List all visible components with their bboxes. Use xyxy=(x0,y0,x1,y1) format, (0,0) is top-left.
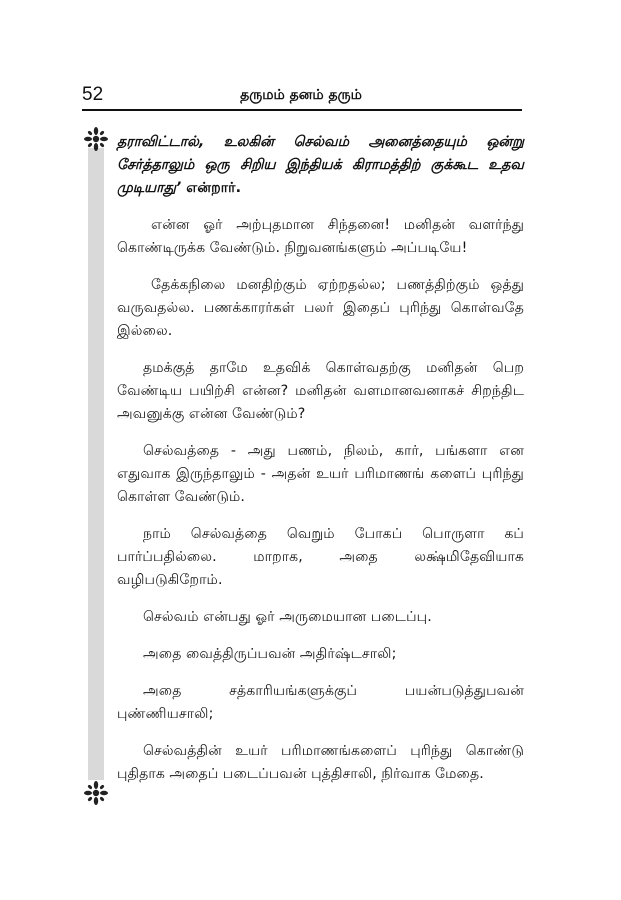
paragraph: செல்வத்தின் உயர் பரிமாணங்களைப் புரிந்து கொண்டு புதிதாக அதைப் படைப்பவன் புத்திசாலி, நிர்வாக மேதை. xyxy=(117,743,524,782)
paragraph: செல்வத்தை - அது பணம், நிலம், கார், பங்களா என எதுவாக இருந்தாலும் - அதன் உயர் பரிமாணங் களைப் புரிந்து கொள்ள வேண்டும். xyxy=(117,443,524,505)
paragraph: தமக்குத் தாமே உதவிக் கொள்வதற்கு மனிதன் பெற வேண்டிய பயிற்சி என்ன? மனிதன் வளமானவனாகச் சிறந்திட அவனுக்கு என்ன வேண்டும்? xyxy=(117,360,524,422)
running-title: தருமம் தனம் தரும் xyxy=(240,87,362,103)
quote-attribution: என்றார். xyxy=(181,180,241,196)
paragraph: தேக்கநிலை மனதிற்கும் ஏற்றதல்ல; பணத்திற்கும் ஒத்து வருவதல்ல. பணக்காரர்கள் பலர் இதைப் புரிந்து கொள்வதே இல்லை. xyxy=(117,277,524,339)
page-header xyxy=(82,84,520,110)
floral-ornament-icon xyxy=(82,780,110,806)
header-rule xyxy=(82,109,522,111)
paragraph: அதை சத்காரியங்களுக்குப் பயன்படுத்துபவன் புண்ணியசாலி; xyxy=(117,683,524,722)
page-number: 52 xyxy=(82,84,104,105)
quote-emphasis: தராவிட்டால், உலகின் செல்வம் அனைத்தையும் ஒன்று சேர்த்தாலும் ஒரு சிறிய இந்தியக் கிராமத்திற் குக்கூட உதவ முடியாது’ xyxy=(117,134,524,196)
paragraph: அதை வைத்திருப்பவன் அதிர்ஷ்டசாலி; xyxy=(143,646,397,662)
paragraph-quote-end xyxy=(117,131,524,200)
floral-ornament-icon xyxy=(82,126,110,152)
paragraph: செல்வம் என்பது ஓர் அருமையான படைப்பு. xyxy=(143,609,432,625)
paragraph: நாம் செல்வத்தை வெறும் போகப் பொருளா கப் பார்ப்பதில்லை. மாறாக, அதை லக்ஷ்மிதேவியாக வழிபடுகிறோம். xyxy=(117,526,524,588)
paragraph: என்ன ஓர் அற்புதமான சிந்தனை! மனிதன் வளர்ந்து கொண்டிருக்க வேண்டும். நிறுவனங்களும் அப்படியே! xyxy=(117,217,524,256)
body-text xyxy=(117,131,524,786)
margin-bar xyxy=(88,148,104,780)
